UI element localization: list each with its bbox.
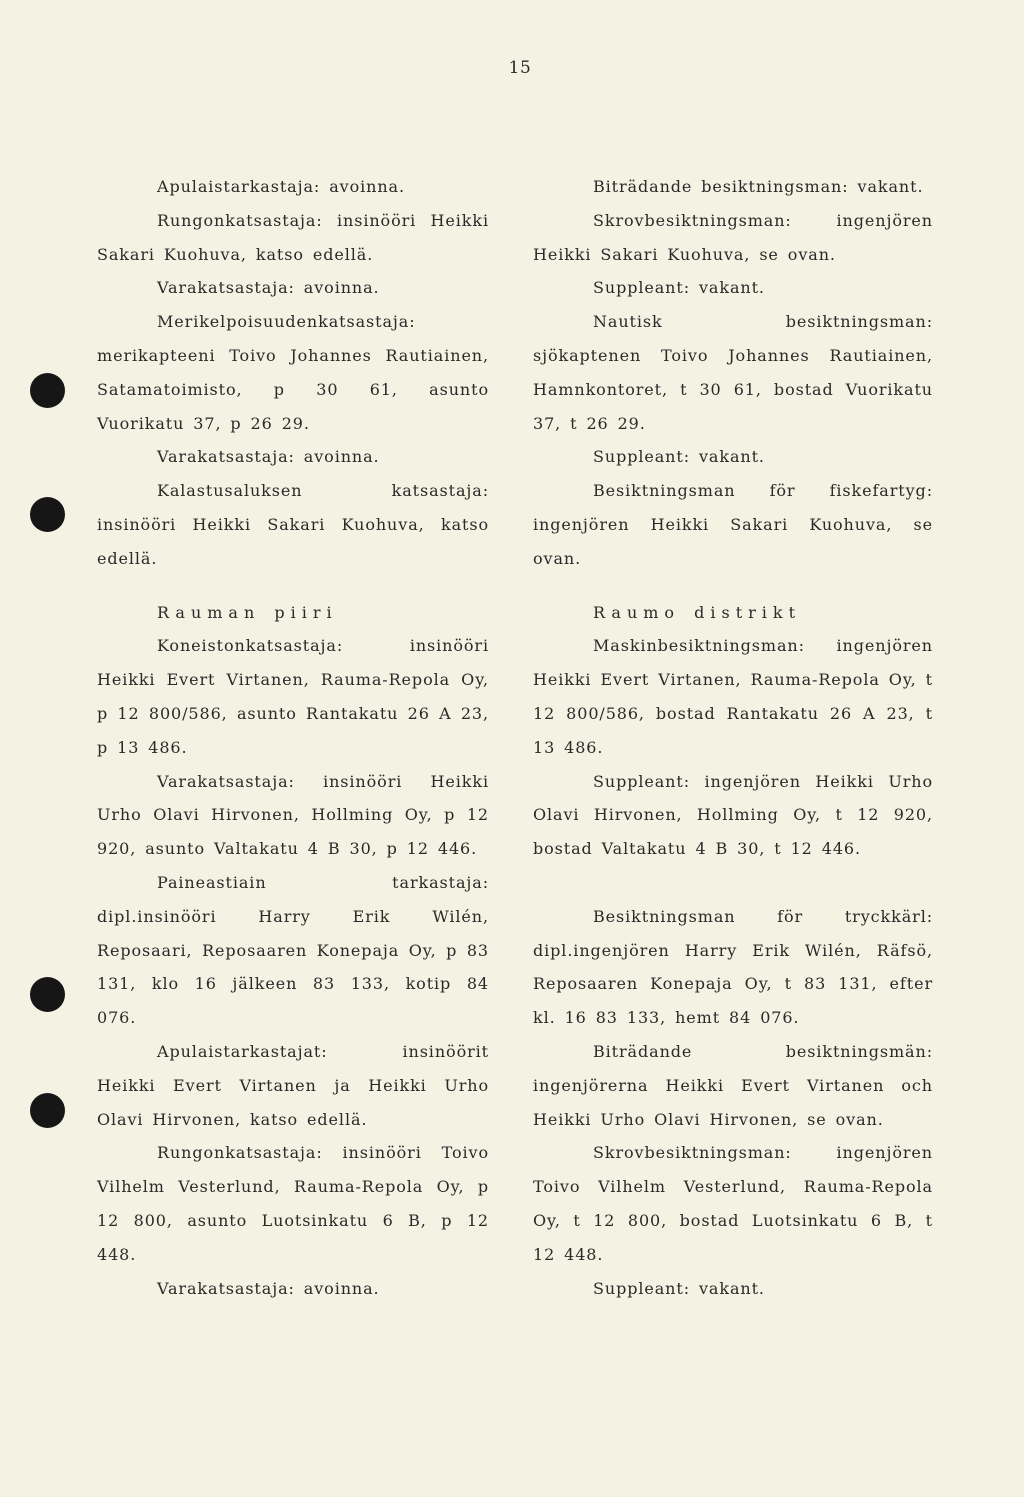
right-paragraph: Suppleant: ingenjören Heikki Urho Olavi Hirvonen, Hollming Oy, t 12 920, bostad Valtakatu 4 B 30, t 12 446. (533, 771, 933, 859)
punch-hole (30, 373, 65, 408)
finnish-column (97, 170, 489, 1305)
left-paragraph: Paineastiain tarkastaja: dipl.insinööri Harry Erik Wilén, Reposaari, Reposaaren Konepaja Oy, p 83 131, klo 16 jälkeen 83 133, kotip 84 076. (97, 872, 489, 1028)
punch-hole (30, 977, 65, 1012)
left-paragraph: Varakatsastaja: avoinna. (157, 278, 380, 298)
right-paragraph: Suppleant: vakant. (593, 447, 765, 467)
right-paragraph: Suppleant: vakant. (593, 1278, 765, 1298)
right-paragraph: Biträdande besiktningsmän: ingenjörerna Heikki Evert Virtanen och Heikki Urho Olavi Hirvonen, se ovan. (533, 1041, 933, 1129)
right-paragraph: Besiktningsman för fiskefartyg: ingenjören Heikki Sakari Kuohuva, se ovan. (533, 481, 933, 568)
left-paragraph: Merikelpoisuudenkatsastaja: merikapteeni Toivo Johannes Rautiainen, Satamatoimisto, p 30 61, asunto Vuorikatu 37, p 26 29. (97, 312, 489, 433)
left-paragraph: Varakatsastaja: avoinna. (157, 1278, 380, 1298)
right-paragraph: Maskinbesiktningsman: ingenjören Heikki Evert Virtanen, Rauma-Repola Oy, t 12 800/586, bostad Rantakatu 26 A 23, t 13 486. (533, 636, 933, 757)
punch-hole (30, 497, 65, 532)
left-paragraph: Varakatsastaja: avoinna. (157, 447, 380, 467)
left-paragraph: Koneistonkatsastaja: insinööri Heikki Evert Virtanen, Rauma-Repola Oy, p 12 800/586, asunto Rantakatu 26 A 23, p 13 486. (97, 636, 489, 757)
blank-line (533, 866, 933, 900)
left-paragraph: Apulaistarkastajat: insinöörit Heikki Evert Virtanen ja Heikki Urho Olavi Hirvonen, katso edellä. (97, 1041, 489, 1129)
right-paragraph: Suppleant: vakant. (593, 278, 765, 298)
right-paragraph: Skrovbesiktningsman: ingenjören Toivo Vilhelm Vesterlund, Rauma-Repola Oy, t 12 800, bostad Luotsinkatu 6 B, t 12 448. (533, 1143, 933, 1264)
page-number: 15 (508, 58, 532, 78)
left-paragraph: Varakatsastaja: insinööri Heikki Urho Olavi Hirvonen, Hollming Oy, p 12 920, asunto Valtakatu 4 B 30, p 12 446. (97, 771, 489, 859)
swedish-column (533, 170, 933, 1305)
right-paragraph: Besiktningsman för tryckkärl: dipl.ingenjören Harry Erik Wilén, Räfsö, Reposaaren Konepaja Oy, t 83 131, efter kl. 16 83 133, hemt 84 076. (533, 906, 933, 1028)
left-paragraph: Rungonkatsastaja: insinööri Heikki Sakari Kuohuva, katso edellä. (97, 210, 489, 264)
left-paragraph: Rungonkatsastaja: insinööri Toivo Vilhelm Vesterlund, Rauma-Repola Oy, p 12 800, asunto Luotsinkatu 6 B, p 12 448. (97, 1143, 489, 1264)
left-paragraph: Kalastusaluksen katsastaja: insinööri Heikki Sakari Kuohuva, katso edellä. (97, 481, 489, 568)
right-paragraph: Nautisk besiktningsman: sjökaptenen Toivo Johannes Rautiainen, Hamnkontoret, t 30 61, bostad Vuorikatu 37, t 26 29. (533, 312, 933, 433)
right-paragraph: Biträdande besiktningsman: vakant. (593, 177, 924, 196)
punch-hole (30, 1093, 65, 1128)
district-heading: Rauman piiri (157, 602, 338, 622)
left-paragraph: Apulaistarkastaja: avoinna. (157, 177, 405, 196)
district-heading: Raumo distrikt (593, 602, 802, 622)
right-paragraph: Skrovbesiktningsman: ingenjören Heikki Sakari Kuohuva, se ovan. (533, 210, 933, 264)
